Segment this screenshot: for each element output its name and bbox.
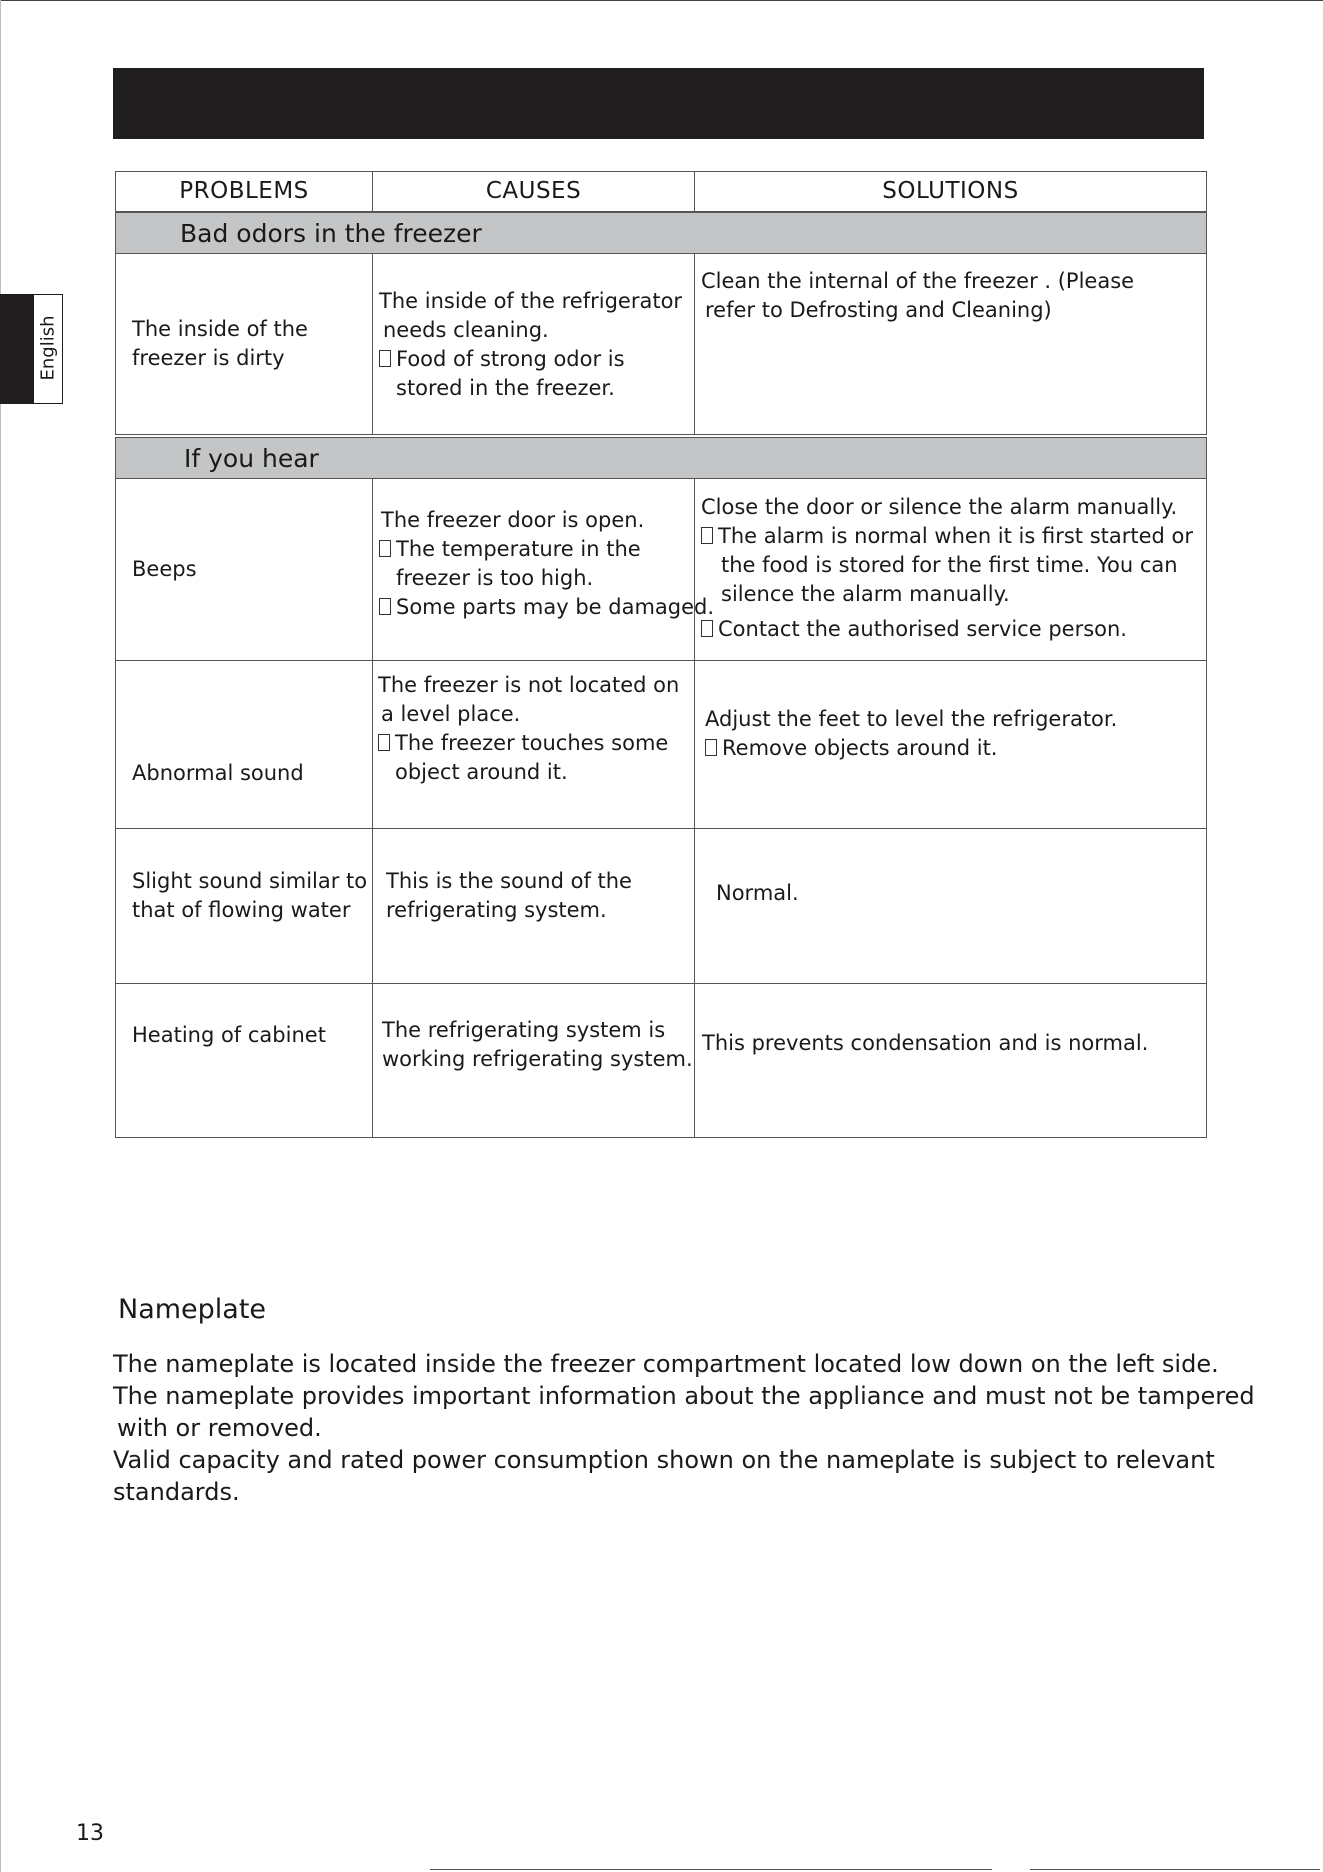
problem-cell xyxy=(116,479,373,660)
checkbox-glyph xyxy=(379,350,391,367)
section-header-bar xyxy=(113,68,1204,139)
cause-text: a level place. xyxy=(381,702,521,726)
solution-cell xyxy=(695,254,1206,434)
table-row xyxy=(115,829,1207,984)
nameplate-line: with or removed. xyxy=(117,1414,322,1442)
section-if-you-hear xyxy=(115,437,1207,479)
cause-text: The freezer door is open. xyxy=(381,508,645,532)
cause-text: This is the sound of the xyxy=(386,869,632,893)
cause-text: The temperature in the xyxy=(396,537,641,561)
solution-cell xyxy=(695,661,1206,828)
problem-cell xyxy=(116,829,373,983)
cause-text: freezer is too high. xyxy=(396,566,594,590)
cause-text: working refrigerating system. xyxy=(382,1047,693,1071)
footer-rule xyxy=(430,1869,992,1870)
header-solutions: SOLUTIONS xyxy=(882,178,1019,204)
header-problems: PROBLEMS xyxy=(116,172,373,211)
cause-text: The freezer touches some xyxy=(395,731,669,755)
language-tab xyxy=(0,294,64,404)
problem-text: Beeps xyxy=(132,557,197,581)
nameplate-paragraph xyxy=(113,1348,1255,1508)
solution-text: The alarm is normal when it is first started or xyxy=(718,524,1194,548)
nameplate-line: The nameplate provides important information about the appliance and must not be tampered xyxy=(113,1382,1255,1410)
solution-text: silence the alarm manually. xyxy=(721,582,1010,606)
checkbox-glyph xyxy=(701,620,713,637)
language-label: English xyxy=(37,315,59,381)
solution-text: This prevents condensation and is normal. xyxy=(702,1031,1149,1055)
problem-text: Slight sound similar to xyxy=(132,869,368,893)
cause-text: object around it. xyxy=(395,760,568,784)
solution-text: refer to Defrosting and Cleaning) xyxy=(705,298,1052,322)
problem-cell xyxy=(116,984,373,1137)
checkbox-glyph xyxy=(379,540,391,557)
page-number: 13 xyxy=(76,1821,104,1846)
cause-text: Some parts may be damaged. xyxy=(396,595,715,619)
cause-text: refrigerating system. xyxy=(386,898,607,922)
cause-text: The freezer is not located on xyxy=(378,673,680,697)
cause-cell xyxy=(373,254,695,434)
solution-text: the food is stored for the first time. You can xyxy=(721,553,1178,577)
checkbox-glyph xyxy=(705,739,717,756)
cause-text: The refrigerating system is xyxy=(382,1018,666,1042)
problem-text: The inside of the xyxy=(132,317,308,341)
checkbox-glyph xyxy=(379,598,391,615)
footer-rule xyxy=(1030,1869,1320,1870)
left-border xyxy=(0,0,1,1872)
cause-text: The inside of the refrigerator xyxy=(379,289,683,313)
nameplate-line: The nameplate is located inside the freezer compartment located low down on the left side. xyxy=(113,1350,1219,1378)
solution-cell xyxy=(695,479,1206,660)
solution-text: Clean the internal of the freezer . (Please xyxy=(701,269,1135,293)
nameplate-line: standards. xyxy=(113,1478,240,1506)
cause-cell xyxy=(373,984,695,1137)
solution-text: Adjust the feet to level the refrigerator. xyxy=(705,707,1118,731)
problem-cell xyxy=(116,661,373,828)
cause-text: Food of strong odor is xyxy=(396,347,625,371)
troubleshooting-table xyxy=(115,171,1207,1138)
problem-cell xyxy=(116,254,373,434)
solution-text: Close the door or silence the alarm manually. xyxy=(701,495,1178,519)
solution-text: Remove objects around it. xyxy=(722,736,998,760)
language-tab-marker xyxy=(0,294,34,404)
problem-text: freezer is dirty xyxy=(132,346,285,370)
checkbox-glyph xyxy=(378,734,390,751)
section-bad-odors xyxy=(115,212,1207,254)
table-row xyxy=(115,479,1207,661)
solution-cell xyxy=(695,829,1206,983)
solution-text: Normal. xyxy=(716,881,799,905)
section-title: Bad odors in the freezer xyxy=(180,218,482,248)
problem-text: Heating of cabinet xyxy=(132,1023,326,1047)
table-row xyxy=(115,254,1207,435)
table-row xyxy=(115,984,1207,1138)
problem-text: that of flowing water xyxy=(132,898,351,922)
section-title: If you hear xyxy=(184,443,319,473)
table-header-row xyxy=(115,171,1207,212)
solution-cell xyxy=(695,984,1206,1137)
cause-text: stored in the freezer. xyxy=(396,376,615,400)
checkbox-glyph xyxy=(701,527,713,544)
top-border xyxy=(0,0,1323,1)
cause-cell xyxy=(373,661,695,828)
table-row xyxy=(115,661,1207,829)
nameplate-line: Valid capacity and rated power consumption shown on the nameplate is subject to relevant xyxy=(113,1446,1215,1474)
cause-cell xyxy=(373,479,715,660)
cause-text: needs cleaning. xyxy=(383,318,549,342)
problem-text: Abnormal sound xyxy=(132,761,304,785)
header-causes: CAUSES xyxy=(373,172,695,211)
cause-cell xyxy=(373,829,695,983)
nameplate-heading: Nameplate xyxy=(118,1294,267,1325)
solution-text: Contact the authorised service person. xyxy=(718,617,1127,641)
